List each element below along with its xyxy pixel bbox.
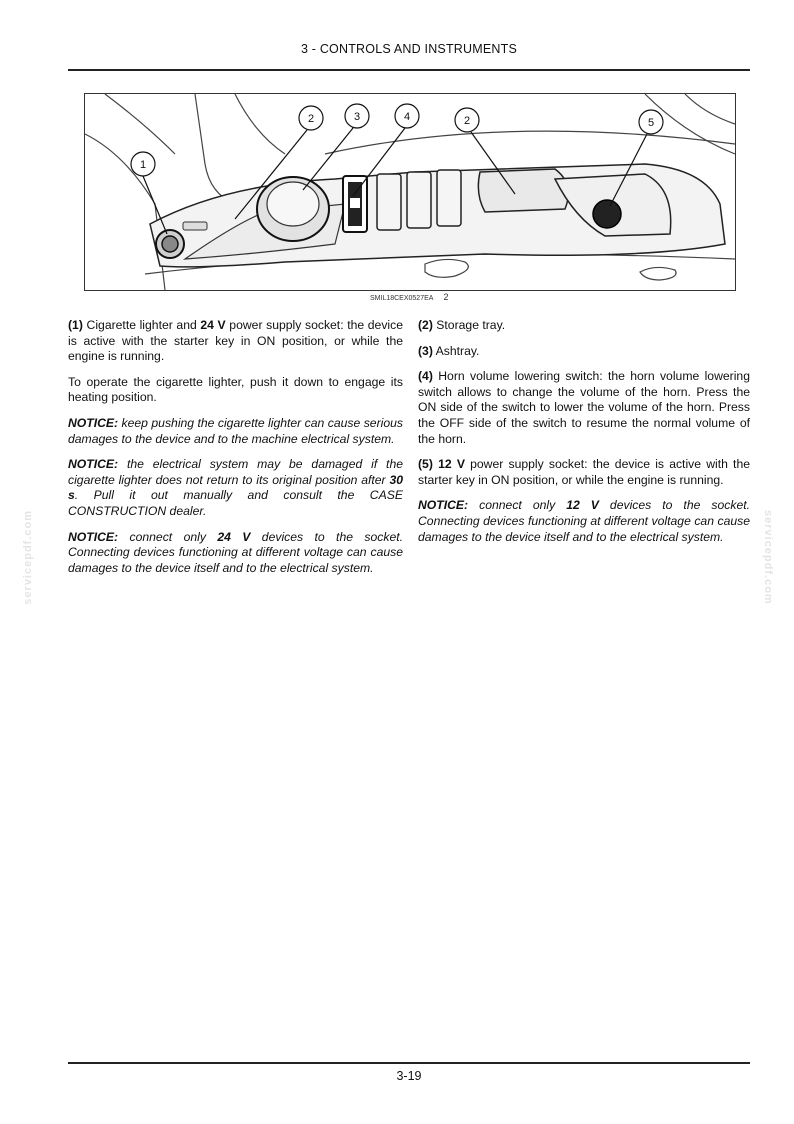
right-column xyxy=(418,318,750,555)
item-1-paragraph: (1) Cigarette lighter and 24 V power supply socket: the device is active with the starter key in ON position, or while the engine is running. xyxy=(68,318,403,364)
notice-1: NOTICE: keep pushing the cigarette lighter can cause serious damages to the device and to the machine electrical system. xyxy=(68,415,403,446)
callout-label-1: 1 xyxy=(139,159,147,171)
watermark-left: servicepdf.com xyxy=(22,510,34,605)
callout-label-3: 3 xyxy=(353,111,361,123)
item-3-paragraph: (3) Ashtray. xyxy=(418,343,480,358)
item-2-paragraph: (2) Storage tray. xyxy=(418,318,506,332)
page-header: 3 - CONTROLS AND INSTRUMENTS xyxy=(300,42,518,56)
callout-label-4: 4 xyxy=(403,111,411,123)
item-4-paragraph: (4) Horn volume lowering switch: the horn volume lowering switch allows to change the volume of the horn. Press the ON side of the switch to lower the volume of the horn. Press the OFF side of the switch to resume the normal volume of the horn. xyxy=(418,369,750,446)
item-5-paragraph: (5) 12 V power supply socket: the device is active with the starter key in ON position, or while the engine is running. xyxy=(418,457,750,487)
header-rule xyxy=(68,69,750,71)
operate-paragraph: To operate the cigarette lighter, push it down to engage its heating position. xyxy=(68,374,403,405)
figure-code: SMIL18CEX0527EA xyxy=(370,295,434,302)
footer-rule xyxy=(68,1062,750,1064)
notice-2: NOTICE: the electrical system may be damaged if the cigarette lighter does not return to its original position after 30 s. Pull it out manually and consult the CASE CONSTRUCTION dealer. xyxy=(68,457,403,518)
figure-dashboard-console xyxy=(84,93,736,291)
notice-3: NOTICE: connect only 24 V devices to the socket. Connecting devices functioning at different voltage can cause damages to the device itself and to the electrical system. xyxy=(68,529,403,575)
callout-label-2a: 2 xyxy=(307,113,315,125)
page-number: 3-19 xyxy=(396,1069,422,1083)
watermark-right: servicepdf.com xyxy=(762,510,774,605)
console-illustration xyxy=(85,94,735,290)
figure-number: 2 xyxy=(443,292,449,302)
notice-4: NOTICE: connect only 12 V devices to the socket. Connecting devices functioning at different voltage can cause damages to the device itself and to the electrical system. xyxy=(418,498,750,544)
left-column xyxy=(68,318,403,586)
callout-label-2b: 2 xyxy=(463,115,471,127)
figure-caption xyxy=(370,292,448,302)
callout-label-5: 5 xyxy=(647,117,655,129)
